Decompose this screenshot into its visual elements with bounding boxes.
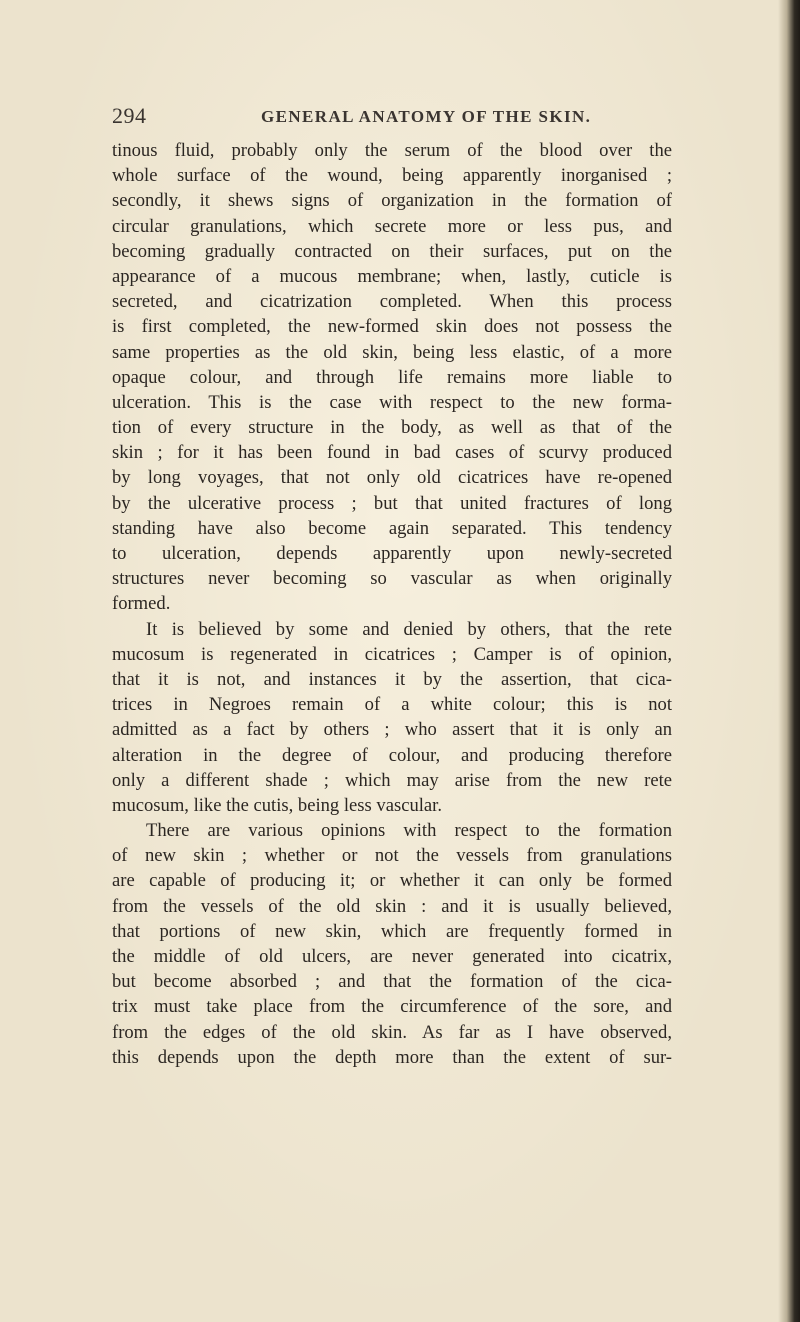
text-line: ulceration. This is the case with respect to the new forma- — [112, 391, 672, 413]
text-line: that portions of new skin, which are frequently formed in — [112, 920, 672, 942]
text-line: by long voyages, that not only old cicatrices have re-opened — [112, 467, 672, 489]
text-line: mucosum is regenerated in cicatrices ; Camper is of opinion, — [112, 643, 672, 665]
text-line: formed. — [112, 593, 171, 615]
text-line: standing have also become again separated. This tendency — [112, 517, 672, 539]
text-line: mucosum, like the cutis, being less vascular. — [112, 794, 442, 816]
text-line: skin ; for it has been found in bad cases of scurvy produced — [112, 442, 672, 464]
text-line: this depends upon the depth more than the extent of sur- — [112, 1046, 672, 1068]
text-line: becoming gradually contracted on their surfaces, put on the — [112, 240, 672, 262]
text-line: opaque colour, and through life remains more liable to — [112, 366, 672, 388]
text-line: circular granulations, which secrete more or less pus, and — [112, 215, 672, 237]
text-line: appearance of a mucous membrane; when, lastly, cuticle is — [112, 265, 672, 287]
text-line: tion of every structure in the body, as well as that of the — [112, 417, 672, 439]
text-line: alteration in the degree of colour, and producing therefore — [112, 744, 672, 766]
text-line: of new skin ; whether or not the vessels from granulations — [112, 845, 672, 867]
text-line: trices in Negroes remain of a white colour; this is not — [112, 694, 672, 716]
text-line: same properties as the old skin, being less elastic, of a more — [112, 341, 672, 363]
text-line: There are various opinions with respect to the formation — [146, 820, 672, 842]
page-header — [112, 103, 772, 137]
text-line: trix must take place from the circumference of the sore, and — [112, 996, 672, 1018]
text-line: secreted, and cicatrization completed. When this process — [112, 291, 672, 313]
text-line: secondly, it shews signs of organization in the formation of — [112, 190, 672, 212]
text-line: from the edges of the old skin. As far as I have observed, — [112, 1021, 672, 1043]
text-line: that it is not, and instances it by the assertion, that cica- — [112, 668, 672, 690]
text-line: to ulceration, depends apparently upon newly-secreted — [112, 543, 672, 564]
text-line: structures never becoming so vascular as when originally — [112, 568, 672, 590]
text-line: admitted as a fact by others ; who assert that it is only an — [112, 719, 672, 741]
text-line: but become absorbed ; and that the formation of the cica- — [112, 971, 672, 993]
body-text — [112, 138, 672, 1070]
text-line: whole surface of the wound, being apparently inorganised ; — [112, 165, 672, 187]
page-number: 294 — [112, 103, 147, 128]
text-line: only a different shade ; which may arise from the new rete — [112, 769, 672, 791]
binding-edge — [778, 0, 800, 1322]
text-line: It is believed by some and denied by others, that the rete — [146, 618, 672, 640]
text-line: from the vessels of the old skin : and it is usually believed, — [112, 895, 672, 917]
text-line: are capable of producing it; or whether it can only be formed — [112, 870, 672, 892]
text-line: by the ulcerative process ; but that united fractures of long — [112, 492, 672, 514]
text-line: the middle of old ulcers, are never generated into cicatrix, — [112, 946, 672, 967]
running-head: GENERAL ANATOMY OF THE SKIN. — [261, 107, 592, 126]
text-line: is first completed, the new-formed skin does not possess the — [112, 316, 672, 338]
text-line: tinous fluid, probably only the serum of the blood over the — [112, 140, 672, 161]
